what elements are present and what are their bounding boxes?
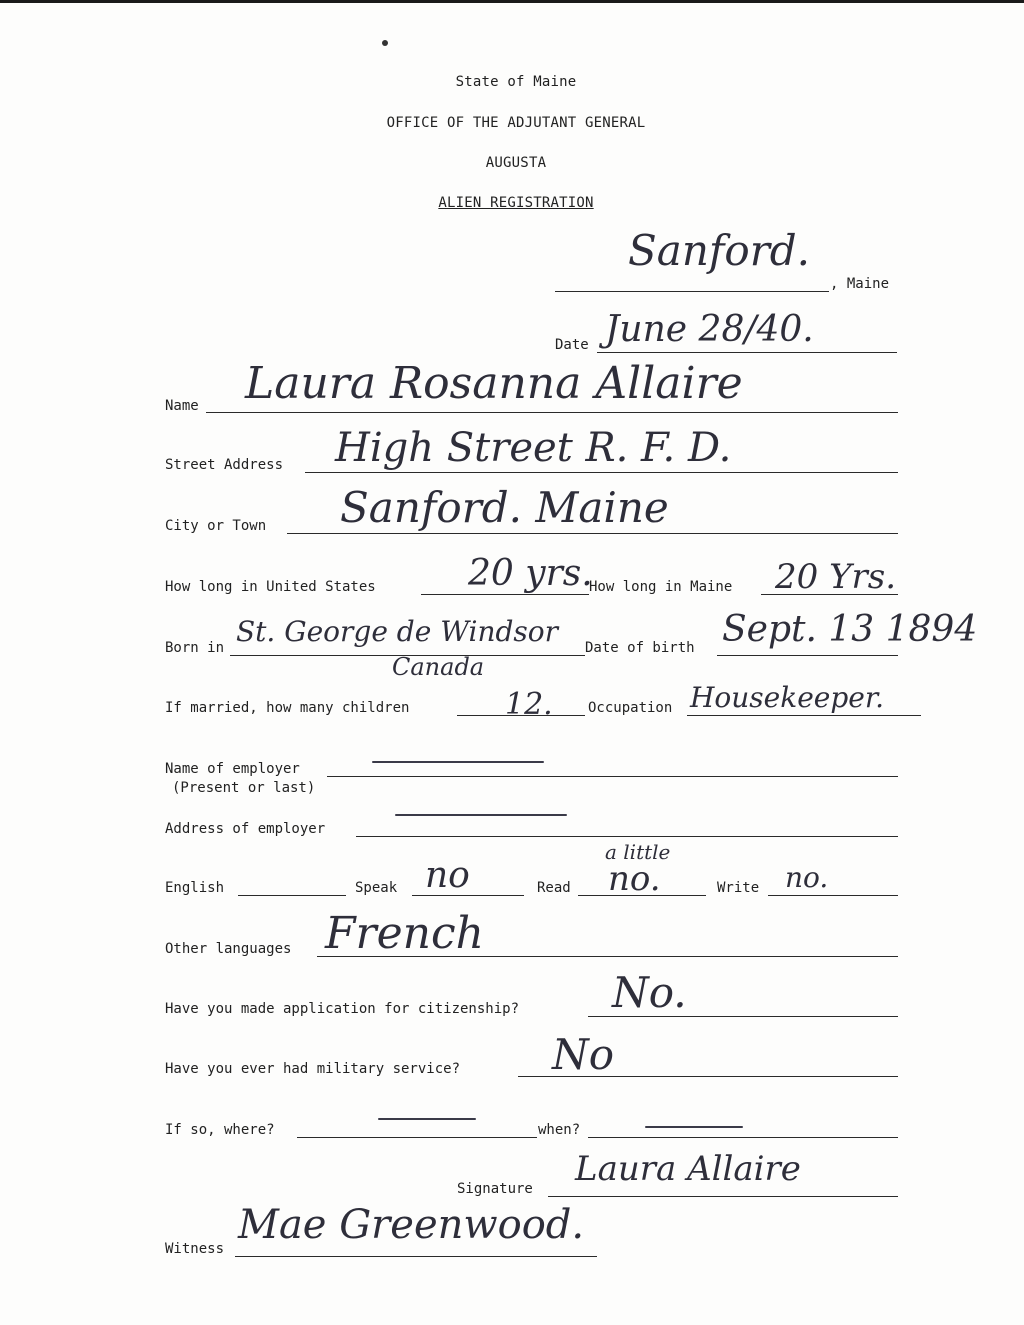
signature-line: [548, 1196, 898, 1197]
children-label: If married, how many children: [165, 700, 410, 716]
other-languages-entry: French: [325, 908, 484, 959]
if-so-where-dash: [378, 1118, 476, 1120]
occupation-line: [687, 715, 921, 716]
witness-label: Witness: [165, 1241, 225, 1257]
how-long-us-label: How long in United States: [165, 579, 376, 595]
name-label: Name: [165, 398, 199, 414]
born-in-country-entry: Canada: [392, 653, 485, 681]
read-label: Read: [537, 880, 571, 896]
when-label: when?: [538, 1122, 581, 1138]
read-entry: no.: [608, 859, 661, 899]
city-entry: Sanford. Maine: [340, 483, 669, 532]
occupation-entry: Housekeeper.: [690, 681, 885, 714]
date-of-birth-label: Date of birth: [585, 640, 695, 656]
date-entry: June 28/40.: [605, 309, 814, 350]
header-state: State of Maine: [455, 74, 577, 90]
employer-address-dash: [395, 814, 567, 816]
form-title: ALIEN REGISTRATION: [438, 195, 594, 211]
english-line: [238, 895, 346, 896]
employer-address-label: Address of employer: [165, 821, 326, 837]
english-label: English: [165, 880, 225, 896]
employer-name-dash: [372, 761, 544, 763]
town-line: [555, 291, 829, 292]
street-address-line: [305, 472, 898, 473]
when-dash: [645, 1126, 743, 1128]
military-entry: No: [552, 1030, 615, 1079]
write-line: [768, 895, 898, 896]
speak-entry: no: [425, 855, 470, 896]
employer-address-line: [356, 836, 898, 837]
employer-name-line: [327, 776, 898, 777]
street-address-entry: High Street R. F. D.: [335, 425, 732, 471]
read-note-entry: a little: [605, 840, 671, 864]
witness-line: [235, 1256, 597, 1257]
city-line: [287, 533, 898, 534]
employer-name-label: Name of employer: [165, 761, 300, 777]
town-entry: Sanford.: [628, 226, 811, 275]
born-in-entry: St. George de Windsor: [236, 615, 559, 648]
street-address-label: Street Address: [165, 457, 284, 473]
how-long-maine-entry: 20 Yrs.: [775, 557, 897, 597]
citizenship-label: Have you made application for citizenship?: [165, 1001, 520, 1017]
city-label: City or Town: [165, 518, 267, 534]
when-line: [588, 1137, 898, 1138]
date-of-birth-entry: Sept. 13 1894: [722, 609, 978, 650]
other-languages-label: Other languages: [165, 941, 292, 957]
if-so-where-line: [297, 1137, 537, 1138]
write-label: Write: [717, 880, 760, 896]
scan-edge: [0, 0, 1024, 3]
name-line: [206, 412, 898, 413]
date-label: Date: [555, 337, 589, 353]
punch-dot: [382, 40, 388, 46]
write-entry: no.: [785, 861, 829, 894]
header-city: AUGUSTA: [485, 155, 547, 171]
how-long-us-line: [421, 594, 589, 595]
speak-label: Speak: [355, 880, 398, 896]
employer-note: (Present or last): [172, 780, 316, 796]
how-long-maine-label: How long in Maine: [589, 579, 733, 595]
witness-entry: Mae Greenwood.: [238, 1202, 585, 1248]
how-long-us-entry: 20 yrs.: [468, 553, 593, 594]
military-label: Have you ever had military service?: [165, 1061, 461, 1077]
name-entry: Laura Rosanna Allaire: [245, 358, 743, 409]
header-office: OFFICE OF THE ADJUTANT GENERAL: [386, 115, 646, 131]
occupation-label: Occupation: [588, 700, 673, 716]
children-entry: 12.: [505, 687, 553, 722]
signature-label: Signature: [457, 1181, 533, 1197]
date-line: [597, 352, 897, 353]
if-so-where-label: If so, where?: [165, 1122, 275, 1138]
citizenship-entry: No.: [612, 968, 687, 1017]
date-of-birth-line: [717, 655, 898, 656]
maine-label: , Maine: [830, 276, 890, 292]
signature-entry: Laura Allaire: [575, 1149, 801, 1189]
born-in-label: Born in: [165, 640, 225, 656]
